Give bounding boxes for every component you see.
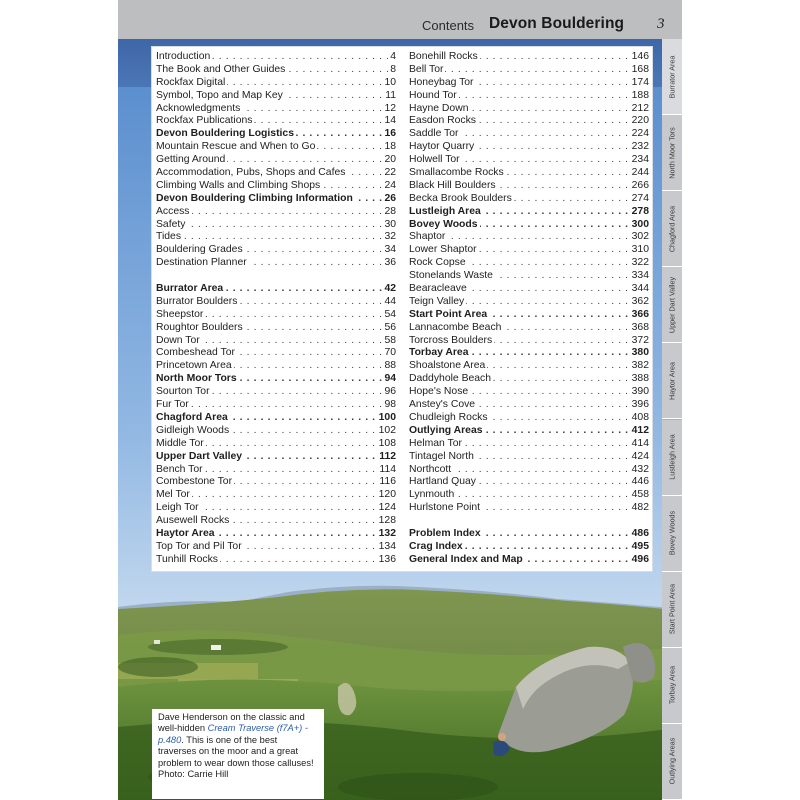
toc-entry-title: Torbay Area: [409, 347, 469, 359]
toc-entry-page: 412: [631, 424, 649, 436]
page-number: 3: [657, 16, 665, 32]
toc-entry[interactable]: [156, 283, 396, 296]
toc-entry[interactable]: [409, 335, 649, 348]
toc-entry[interactable]: [409, 193, 649, 206]
toc-entry[interactable]: [409, 489, 649, 502]
toc-entry-page: 112: [379, 450, 396, 462]
toc-entry[interactable]: [156, 219, 396, 232]
toc-entry-title: Bonehill Rocks: [409, 51, 478, 62]
caption-text-end: . This is one of the best traverses on the moor and a great problem to wear down those calluses! Photo: Carrie Hill: [158, 734, 314, 780]
toc-entry-page: 486: [631, 527, 649, 539]
toc-entry[interactable]: [156, 64, 396, 77]
toc-entry[interactable]: [156, 257, 396, 270]
toc-entry-page: 278: [631, 205, 649, 217]
toc-entry[interactable]: [156, 412, 396, 425]
toc-entry-title: Honeybag Tor: [409, 76, 474, 88]
toc-entry-page: 366: [631, 308, 649, 320]
toc-entry-page: 11: [385, 89, 396, 101]
toc-entry-page: 136: [378, 553, 396, 565]
toc-entry[interactable]: [156, 51, 396, 64]
toc-entry[interactable]: [156, 167, 396, 180]
toc-entry-title: The Book and Other Guides: [156, 63, 286, 75]
toc-right-column: [409, 51, 649, 567]
toc-entry-title: Daddyhole Beach: [409, 373, 492, 385]
toc-entry-title: Torcross Boulders: [409, 334, 493, 346]
toc-entry-title: Bouldering Grades: [156, 244, 243, 256]
toc-entry-page: 36: [384, 257, 396, 269]
toc-entry-page: 310: [631, 244, 649, 256]
toc-entry[interactable]: [409, 219, 649, 232]
toc-entry-title: Shaptor: [409, 231, 446, 243]
toc-entry-page: 132: [378, 527, 396, 539]
toc-entry-page: 98: [384, 399, 396, 411]
toc-entry-page: 114: [379, 463, 396, 475]
toc-entry[interactable]: [409, 90, 649, 103]
toc-entry-page: 146: [631, 51, 649, 62]
guidebook-page: [118, 0, 682, 800]
toc-entry[interactable]: [409, 438, 649, 451]
toc-entry-title: Lustleigh Area: [409, 205, 481, 217]
toc-entry[interactable]: [409, 322, 649, 335]
toc-entry-title: Teign Valley: [409, 295, 465, 307]
toc-entry[interactable]: [409, 231, 649, 244]
toc-spacer: [409, 515, 649, 528]
toc-entry-title: Climbing Walls and Climbing Shops: [156, 179, 321, 191]
side-tab-label: Lustleigh Area: [667, 434, 677, 480]
toc-entry[interactable]: [156, 399, 396, 412]
toc-entry-title: Princetown Area: [156, 360, 232, 372]
toc-entry-page: 88: [384, 360, 396, 372]
toc-entry[interactable]: [409, 64, 649, 77]
toc-entry-page: 408: [631, 411, 649, 423]
toc-entry[interactable]: [409, 51, 649, 64]
header-section-label: Contents: [422, 18, 475, 33]
toc-entry-page: 28: [384, 205, 396, 217]
toc-entry-title: Sheepstor: [156, 308, 204, 320]
toc-spacer: [156, 270, 396, 283]
toc-entry-title: Ausewell Rocks: [156, 515, 230, 527]
toc-entry-title: Hayne Down: [409, 102, 469, 114]
side-tab[interactable]: [662, 191, 682, 267]
toc-entry[interactable]: [409, 180, 649, 193]
toc-entry-page: 372: [631, 334, 649, 346]
toc-entry[interactable]: [409, 386, 649, 399]
toc-entry[interactable]: [156, 386, 396, 399]
toc-entry-title: Destination Planner: [156, 257, 247, 269]
toc-entry-page: 12: [384, 102, 396, 114]
toc-entry-title: Lannacombe Beach: [409, 321, 502, 333]
toc-entry-title: Holwell Tor: [409, 154, 460, 166]
side-tab-label: Burrator Area: [667, 55, 677, 98]
toc-entry[interactable]: [156, 489, 396, 502]
toc-entry-title: Start Point Area: [409, 308, 488, 320]
toc-entry-title: Bench Tor: [156, 463, 203, 475]
toc-entry-page: 22: [384, 167, 396, 179]
toc-entry[interactable]: [156, 193, 396, 206]
toc-entry-page: 26: [384, 192, 396, 204]
toc-entry-title: Mel Tor: [156, 489, 190, 501]
toc-entry[interactable]: [409, 141, 649, 154]
page-header: [118, 0, 682, 39]
toc-entry[interactable]: [156, 347, 396, 360]
table-of-contents: [152, 47, 652, 571]
side-tab[interactable]: [662, 115, 682, 191]
toc-entry[interactable]: [156, 180, 396, 193]
toc-entry[interactable]: [409, 412, 649, 425]
toc-entry-title: General Index and Map: [409, 553, 523, 565]
toc-entry[interactable]: [409, 115, 649, 128]
toc-entry[interactable]: [409, 283, 649, 296]
toc-entry-page: 388: [631, 373, 649, 385]
toc-entry-page: 44: [384, 295, 396, 307]
side-tab[interactable]: [662, 420, 682, 496]
side-tab[interactable]: [662, 572, 682, 648]
toc-entry[interactable]: [409, 425, 649, 438]
toc-entry[interactable]: [156, 103, 396, 116]
toc-entry-title: Smallacombe Rocks: [409, 167, 504, 179]
toc-entry[interactable]: [409, 128, 649, 141]
toc-entry-page: 322: [631, 257, 649, 269]
toc-entry[interactable]: [156, 464, 396, 477]
toc-entry[interactable]: [409, 270, 649, 283]
toc-entry-page: 58: [384, 334, 396, 346]
toc-entry-page: 8: [390, 63, 396, 75]
side-tab[interactable]: [662, 496, 682, 572]
caption-route-link[interactable]: Cream Traverse: [207, 723, 275, 734]
toc-entry-page: 424: [631, 450, 649, 462]
toc-entry[interactable]: [156, 244, 396, 257]
toc-entry[interactable]: [409, 502, 649, 515]
side-tab-label: Torbay Area: [667, 666, 677, 705]
toc-entry-title: Outlying Areas: [409, 424, 483, 436]
toc-entry-title: Tunhill Rocks: [156, 553, 218, 565]
toc-entry-page: 188: [631, 89, 649, 101]
toc-entry-page: 368: [631, 321, 649, 333]
toc-entry[interactable]: [156, 309, 396, 322]
toc-entry[interactable]: [156, 451, 396, 464]
toc-entry-page: 56: [384, 321, 396, 333]
toc-entry-title: Acknowledgments: [156, 102, 241, 114]
toc-entry-page: 244: [631, 167, 649, 179]
toc-entry[interactable]: [156, 541, 396, 554]
toc-entry-page: 30: [384, 218, 396, 230]
toc-entry-title: Rock Copse: [409, 257, 466, 269]
side-tab-label: Outlying Areas: [667, 738, 677, 785]
toc-entry-title: Accommodation, Pubs, Shops and Cafes: [156, 167, 346, 179]
toc-entry-title: Rockfax Digital: [156, 76, 226, 88]
toc-entry-page: 220: [631, 115, 649, 127]
toc-entry-title: Combestone Tor: [156, 476, 233, 488]
toc-entry-page: 302: [631, 231, 649, 243]
toc-entry-title: Hurlstone Point: [409, 502, 481, 514]
toc-entry-title: Mountain Rescue and When to Go: [156, 141, 316, 153]
toc-entry-page: 414: [631, 437, 649, 449]
toc-entry-page: 266: [631, 179, 649, 191]
toc-entry[interactable]: [409, 206, 649, 219]
toc-entry-title: Bell Tor: [409, 63, 444, 75]
toc-entry-title: Black Hill Boulders: [409, 179, 496, 191]
toc-entry-title: Top Tor and Pil Tor: [156, 540, 242, 552]
toc-entry[interactable]: [156, 373, 396, 386]
side-tab[interactable]: [662, 343, 682, 419]
toc-entry-title: Devon Bouldering Logistics: [156, 128, 294, 140]
toc-entry[interactable]: [409, 77, 649, 90]
toc-entry-page: 234: [631, 154, 649, 166]
toc-entry[interactable]: [156, 554, 396, 567]
toc-entry-page: 96: [384, 386, 396, 398]
toc-entry[interactable]: [409, 309, 649, 322]
toc-left-column: [156, 51, 396, 567]
toc-entry-page: 128: [378, 515, 396, 527]
toc-entry-page: 495: [631, 540, 649, 552]
toc-entry-title: Getting Around: [156, 154, 226, 166]
toc-entry-title: Rockfax Publications: [156, 115, 253, 127]
toc-entry-title: Hope's Nose: [409, 386, 469, 398]
toc-entry-page: 344: [631, 283, 649, 295]
toc-entry[interactable]: [156, 425, 396, 438]
toc-entry[interactable]: [409, 541, 649, 554]
toc-entry[interactable]: [409, 528, 649, 541]
toc-entry[interactable]: [409, 399, 649, 412]
toc-entry[interactable]: [409, 244, 649, 257]
toc-entry-title: Tintagel North: [409, 450, 474, 462]
toc-entry[interactable]: [156, 476, 396, 489]
toc-entry-title: Roughtor Boulders: [156, 321, 243, 333]
toc-entry[interactable]: [156, 115, 396, 128]
toc-entry[interactable]: [409, 103, 649, 116]
toc-entry-title: Chudleigh Rocks: [409, 411, 488, 423]
toc-entry-page: 54: [384, 308, 396, 320]
toc-entry-title: Crag Index: [409, 540, 463, 552]
toc-entry-page: 18: [384, 141, 396, 153]
toc-entry[interactable]: [409, 554, 649, 567]
toc-entry-page: 4: [390, 51, 396, 62]
toc-entry-title: Helman Tor: [409, 437, 462, 449]
toc-entry-page: 390: [631, 386, 649, 398]
toc-entry-page: 274: [631, 192, 649, 204]
side-tab-label: North Moor Tors: [667, 126, 677, 179]
toc-entry-title: Burrator Boulders: [156, 295, 238, 307]
toc-entry-page: 362: [631, 295, 649, 307]
toc-entry[interactable]: [156, 515, 396, 528]
toc-entry-page: 70: [384, 347, 396, 359]
toc-entry[interactable]: [156, 141, 396, 154]
toc-entry[interactable]: [156, 128, 396, 141]
side-tab-label: Upper Dart Valley: [667, 276, 677, 333]
toc-entry-title: Easdon Rocks: [409, 115, 476, 127]
toc-entry-page: 10: [384, 76, 396, 88]
toc-entry-title: North Moor Tors: [156, 373, 237, 385]
toc-entry-page: 334: [631, 270, 649, 282]
toc-entry-page: 16: [384, 128, 396, 140]
side-tab-label: Bovey Woods: [667, 511, 677, 556]
side-tab-label: Chagford Area: [667, 205, 677, 252]
toc-entry[interactable]: [156, 360, 396, 373]
toc-entry-title: Problem Index: [409, 527, 481, 539]
toc-entry-page: 380: [631, 347, 649, 359]
toc-entry-title: Northcott: [409, 463, 452, 475]
side-tab-label: Start Point Area: [667, 584, 677, 635]
toc-entry-page: 212: [631, 102, 649, 114]
toc-entry-page: 32: [384, 231, 396, 243]
toc-entry-page: 116: [379, 476, 396, 488]
toc-entry[interactable]: [409, 167, 649, 180]
side-tab-label: Haytor Area: [667, 361, 677, 400]
toc-entry[interactable]: [156, 502, 396, 515]
caption-grade-reference[interactable]: (f7A+) - p.480: [158, 723, 308, 745]
toc-entry-title: Stonelands Waste: [409, 270, 493, 282]
area-side-tabs: [662, 39, 682, 800]
toc-entry-page: 134: [378, 540, 396, 552]
toc-entry[interactable]: [409, 347, 649, 360]
toc-entry-title: Fur Tor: [156, 399, 189, 411]
toc-entry-title: Down Tor: [156, 334, 200, 346]
toc-entry[interactable]: [156, 296, 396, 309]
toc-entry-page: 42: [384, 283, 396, 295]
caption-text-start: Dave Henderson on the classic and well-hidden: [158, 712, 305, 734]
toc-entry-page: 20: [384, 154, 396, 166]
toc-entry-page: 102: [378, 424, 396, 436]
toc-entry-page: 232: [631, 141, 649, 153]
toc-entry-title: Bearacleave: [409, 283, 467, 295]
photo-caption: [152, 709, 324, 799]
toc-entry-title: Haytor Quarry: [409, 141, 475, 153]
toc-entry-title: Middle Tor: [156, 437, 204, 449]
toc-entry-title: Bovey Woods: [409, 218, 478, 230]
side-tab[interactable]: [662, 267, 682, 343]
toc-entry-page: 100: [378, 411, 396, 423]
toc-entry-title: Symbol, Topo and Map Key: [156, 89, 283, 101]
toc-entry[interactable]: [409, 360, 649, 373]
toc-entry[interactable]: [156, 231, 396, 244]
side-tab[interactable]: [662, 724, 682, 800]
side-tab[interactable]: [662, 648, 682, 724]
toc-entry-title: Burrator Area: [156, 283, 224, 295]
toc-entry-title: Tides: [156, 231, 182, 243]
toc-entry[interactable]: [156, 528, 396, 541]
toc-entry[interactable]: [156, 77, 396, 90]
toc-entry-page: 432: [631, 463, 649, 475]
toc-entry-page: 124: [378, 502, 396, 514]
toc-entry-title: Saddle Tor: [409, 128, 459, 140]
toc-entry-page: 496: [631, 553, 649, 565]
toc-entry-page: 34: [384, 244, 396, 256]
toc-entry-title: Shoalstone Area: [409, 360, 486, 372]
toc-entry-page: 94: [384, 373, 396, 385]
toc-entry-page: 168: [631, 63, 649, 75]
toc-entry-page: 174: [631, 76, 649, 88]
toc-entry-title: Upper Dart Valley: [156, 450, 243, 462]
toc-entry-page: 224: [631, 128, 649, 140]
toc-entry[interactable]: [409, 373, 649, 386]
toc-entry[interactable]: [409, 476, 649, 489]
toc-entry[interactable]: [156, 154, 396, 167]
toc-entry-title: Becka Brook Boulders: [409, 192, 512, 204]
toc-entry-page: 482: [631, 502, 649, 514]
toc-entry[interactable]: [409, 154, 649, 167]
toc-entry-title: Leigh Tor: [156, 502, 199, 514]
toc-entry-page: 300: [631, 218, 649, 230]
toc-entry-title: Haytor Area: [156, 527, 215, 539]
toc-entry[interactable]: [409, 296, 649, 309]
toc-entry-title: Combeshead Tor: [156, 347, 235, 359]
toc-entry-title: Hound Tor: [409, 89, 457, 101]
toc-entry-title: Access: [156, 205, 190, 217]
toc-entry-title: Lower Shaptor: [409, 244, 477, 256]
toc-entry[interactable]: [409, 451, 649, 464]
toc-entry-page: 14: [384, 115, 396, 127]
toc-entry-page: 382: [631, 360, 649, 372]
toc-entry-page: 446: [631, 476, 649, 488]
toc-entry-page: 108: [378, 437, 396, 449]
toc-entry-title: Anstey's Cove: [409, 399, 476, 411]
toc-entry-page: 120: [378, 489, 396, 501]
toc-entry[interactable]: [409, 464, 649, 477]
toc-entry-title: Sourton Tor: [156, 386, 210, 398]
toc-entry-page: 24: [384, 179, 396, 191]
toc-entry-title: Devon Bouldering Climbing Information: [156, 192, 353, 204]
toc-entry[interactable]: [156, 90, 396, 103]
toc-entry[interactable]: [156, 206, 396, 219]
toc-entry-title: Safety: [156, 218, 186, 230]
toc-entry-title: Gidleigh Woods: [156, 424, 230, 436]
toc-entry-title: Introduction: [156, 51, 211, 62]
toc-entry-page: 458: [631, 489, 649, 501]
toc-entry-title: Lynmouth: [409, 489, 455, 501]
toc-entry-page: 396: [631, 399, 649, 411]
guide-title: Devon Bouldering: [489, 15, 625, 32]
toc-entry-title: Hartland Quay: [409, 476, 476, 488]
toc-entry-title: Chagford Area: [156, 411, 228, 423]
toc-entry[interactable]: [156, 322, 396, 335]
toc-entry[interactable]: [156, 335, 396, 348]
toc-entry[interactable]: [156, 438, 396, 451]
side-tab[interactable]: [662, 39, 682, 115]
toc-entry[interactable]: [409, 257, 649, 270]
